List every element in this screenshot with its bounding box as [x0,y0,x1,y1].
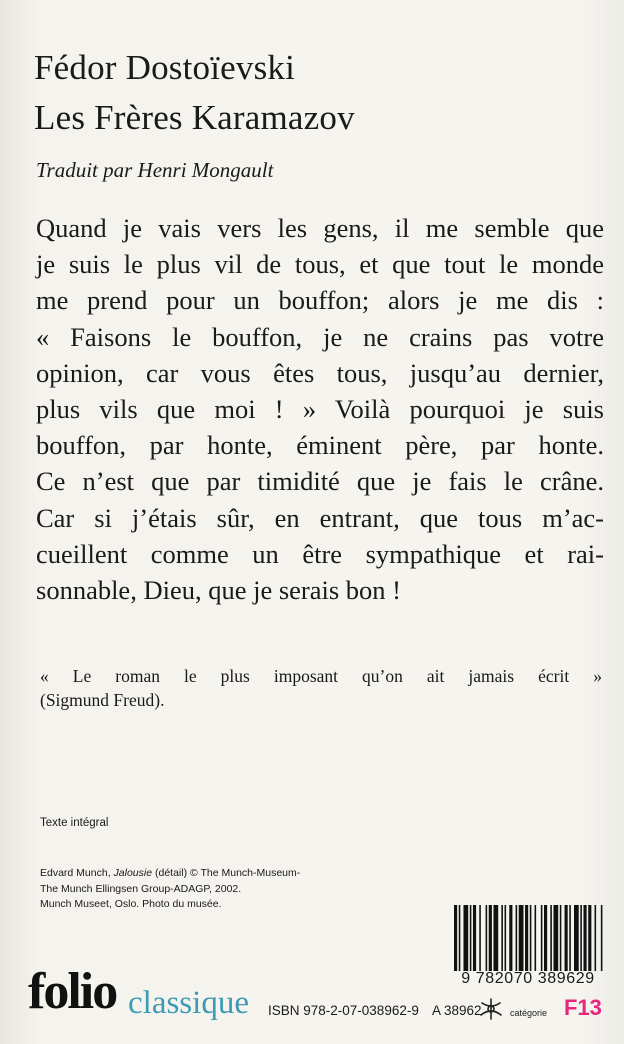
barcode-bar [595,905,597,971]
classique-logo: classique [128,985,249,1021]
barcode-bar [509,905,512,971]
barcode-bar [486,905,488,971]
credits-line-3: Munch Museet, Oslo. Photo du musée. [40,898,222,910]
barcode-bar [479,905,481,971]
credits-line-2: The Munch Ellingsen Group-ADAGP, 2002. [40,882,242,895]
quote-line: sonnable, Dieu, que je serais bon ! [36,575,402,606]
barcode [448,905,608,993]
barcode-bar [516,905,518,971]
barcode-bar [493,905,498,971]
barcode-bar [525,905,528,971]
quote-line: je suis le plus vil de tous, et que tout le monde [36,249,604,280]
gallimard-mark-icon [478,997,504,1021]
barcode-bar [550,905,552,971]
barcode-bar [574,905,579,971]
book-title: Les Frères Karamazov [34,98,355,137]
barcode-bar [553,905,558,971]
credits-rest: (détail) © The Munch-Museum- [152,867,301,879]
barcode-bar [588,905,591,971]
quote-line: « Faisons le bouffon, je ne crains pas votre [36,321,604,352]
barcode-bars [454,905,604,971]
quote-line: bouffon, par honte, éminent père, par honte. [36,430,604,461]
endorsement-text: « Le roman le plus imposant qu’on ait jamais écrit » [40,666,602,686]
barcode-bar [580,905,582,971]
quote-line: Ce n’est que par timidité que je fais le crâne. [36,466,604,497]
barcode-bar [544,905,547,971]
quote-line: Car si j’étais sûr, en entrant, que tous m’ac- [36,502,604,533]
endorsement-attribution: (Sigmund Freud). [40,690,165,710]
quote-line: Quand je vais vers les gens, il me semble que [36,213,604,243]
translator-credit: Traduit par Henri Mongault [36,158,274,182]
barcode-bar [541,905,543,971]
barcode-bar [530,905,532,971]
barcode-bar [565,905,568,971]
endorsement-quote [40,664,602,712]
quote-line: me prend pour un bouffon; alors je me dis : [36,285,604,316]
barcode-bar [473,905,476,971]
barcode-bar [569,905,571,971]
barcode-bar [601,905,603,971]
excerpt-quote [36,210,606,608]
credits-artist: Edvard Munch, [40,867,114,879]
credits-work-title: Jalousie [113,867,153,879]
folio-logo: folio [28,963,117,1020]
barcode-bar [535,905,537,971]
quote-line: cueillent comme un être sympathique et rai- [36,538,604,569]
barcode-bar [459,905,461,971]
edition-note: Texte intégral [40,817,109,829]
author-name: Fédor Dostoïevski [34,48,296,87]
quote-line: plus vils que moi ! » Voilà pourquoi je suis [36,394,604,425]
product-code: A 38962 [432,1003,482,1018]
category-code: F13 [564,995,602,1020]
isbn-number: ISBN 978-2-07-038962-9 [268,1003,419,1018]
quote-line: opinion, car vous êtes tous, jusqu’au dernier, [36,357,604,388]
barcode-bar [489,905,492,971]
barcode-bar [583,905,586,971]
barcode-bar [560,905,562,971]
cover-image-credits [40,866,300,913]
barcode-bar [470,905,472,971]
category-label: catégorie [510,1008,548,1018]
barcode-bar [501,905,503,971]
barcode-digits: 9 782070 389629 [461,970,595,987]
barcode-bar [519,905,524,971]
barcode-bar [454,905,457,971]
credits-line-1 [40,866,300,882]
barcode-bar [505,905,507,971]
barcode-bar [463,905,468,971]
